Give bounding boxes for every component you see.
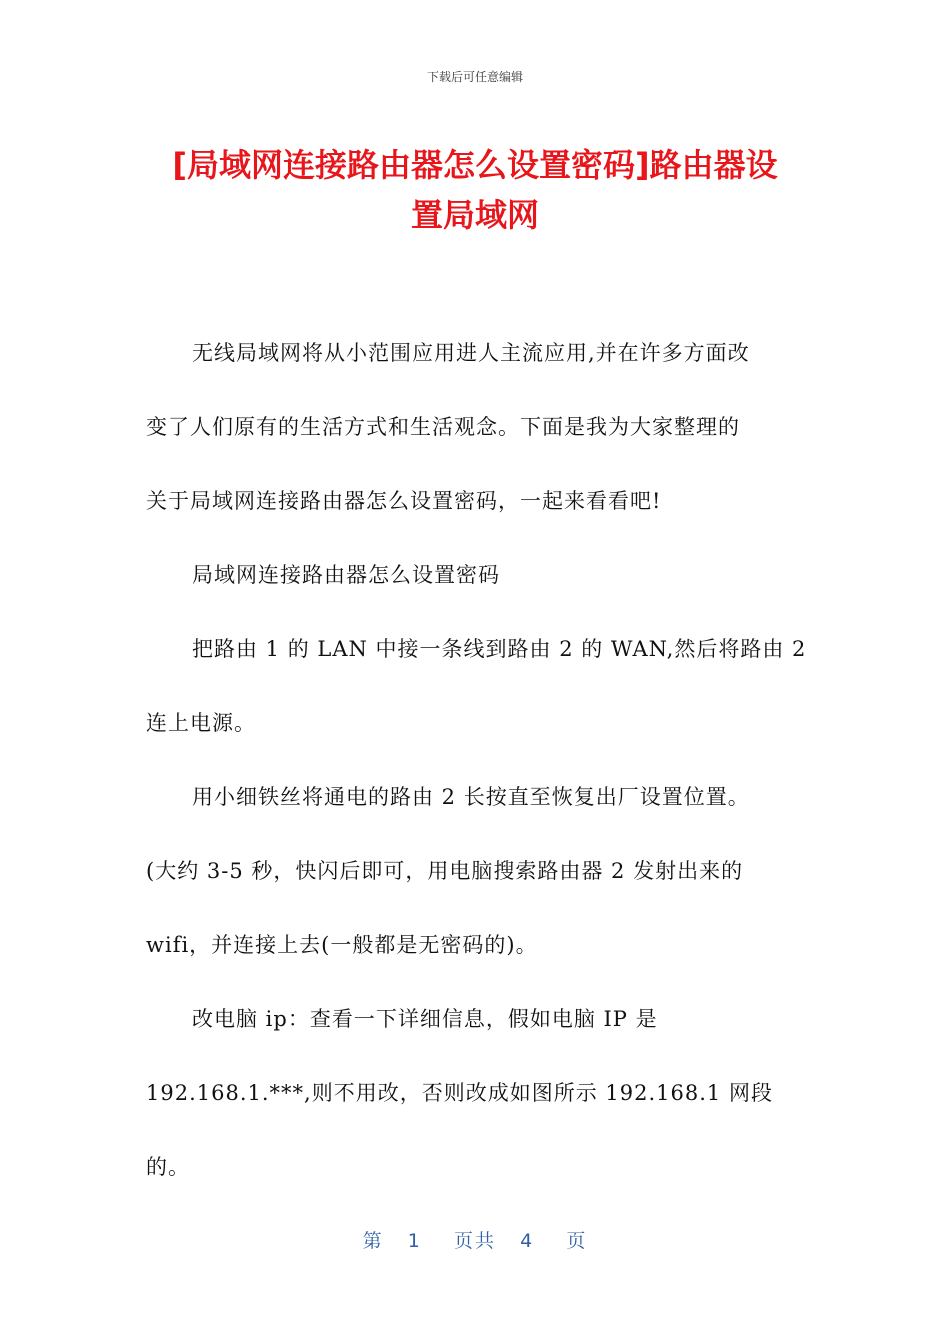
paragraph-line: 变了人们原有的生活方式和生活观念。下面是我为大家整理的 — [146, 415, 740, 439]
paragraph-step-1 — [146, 612, 806, 760]
document-body — [146, 316, 806, 1204]
paragraph-line: 无线局域网将从小范围应用进人主流应用,并在许多方面改 — [192, 341, 750, 365]
paragraph-step-3 — [146, 982, 806, 1204]
paragraph-line: wifi，并连接上去(一般都是无密码的)。 — [146, 933, 538, 957]
paragraph-line: 192.168.1.***,则不用改，否则改成如图所示 192.168.1 网段 — [146, 1081, 773, 1105]
page-label-prefix: 第 — [362, 1230, 384, 1252]
page-total: 4 — [520, 1230, 535, 1252]
page-footer — [0, 1226, 950, 1253]
title-line-1: [局域网连接路由器怎么设置密码]路由器设 — [172, 146, 778, 184]
paragraph-line: 把路由 1 的 LAN 中接一条线到路由 2 的 WAN,然后将路由 2 — [192, 637, 807, 661]
header-note: 下载后可任意编辑 — [426, 70, 523, 84]
paragraph-step-2 — [146, 760, 806, 982]
page-label-mid: 页共 — [453, 1230, 496, 1252]
paragraph-intro — [146, 316, 806, 538]
paragraph-subheading — [146, 538, 806, 612]
paragraph-line: 局域网连接路由器怎么设置密码 — [192, 563, 500, 587]
paragraph-line: 连上电源。 — [146, 711, 256, 735]
paragraph-line: 用小细铁丝将通电的路由 2 长按直至恢复出厂设置位置。 — [192, 785, 750, 809]
paragraph-line: 的。 — [146, 1155, 190, 1179]
paragraph-line: (大约 3-5 秒，快闪后即可，用电脑搜索路由器 2 发射出来的 — [146, 859, 744, 883]
document-title — [145, 140, 805, 240]
paragraph-line: 改电脑 ip：查看一下详细信息，假如电脑 IP 是 — [192, 1007, 658, 1031]
page-label-suffix: 页 — [566, 1230, 588, 1252]
paragraph-line: 关于局域网连接路由器怎么设置密码，一起来看看吧! — [146, 489, 662, 513]
title-line-2: 置局域网 — [410, 196, 539, 234]
page-number: 1 — [407, 1230, 422, 1252]
